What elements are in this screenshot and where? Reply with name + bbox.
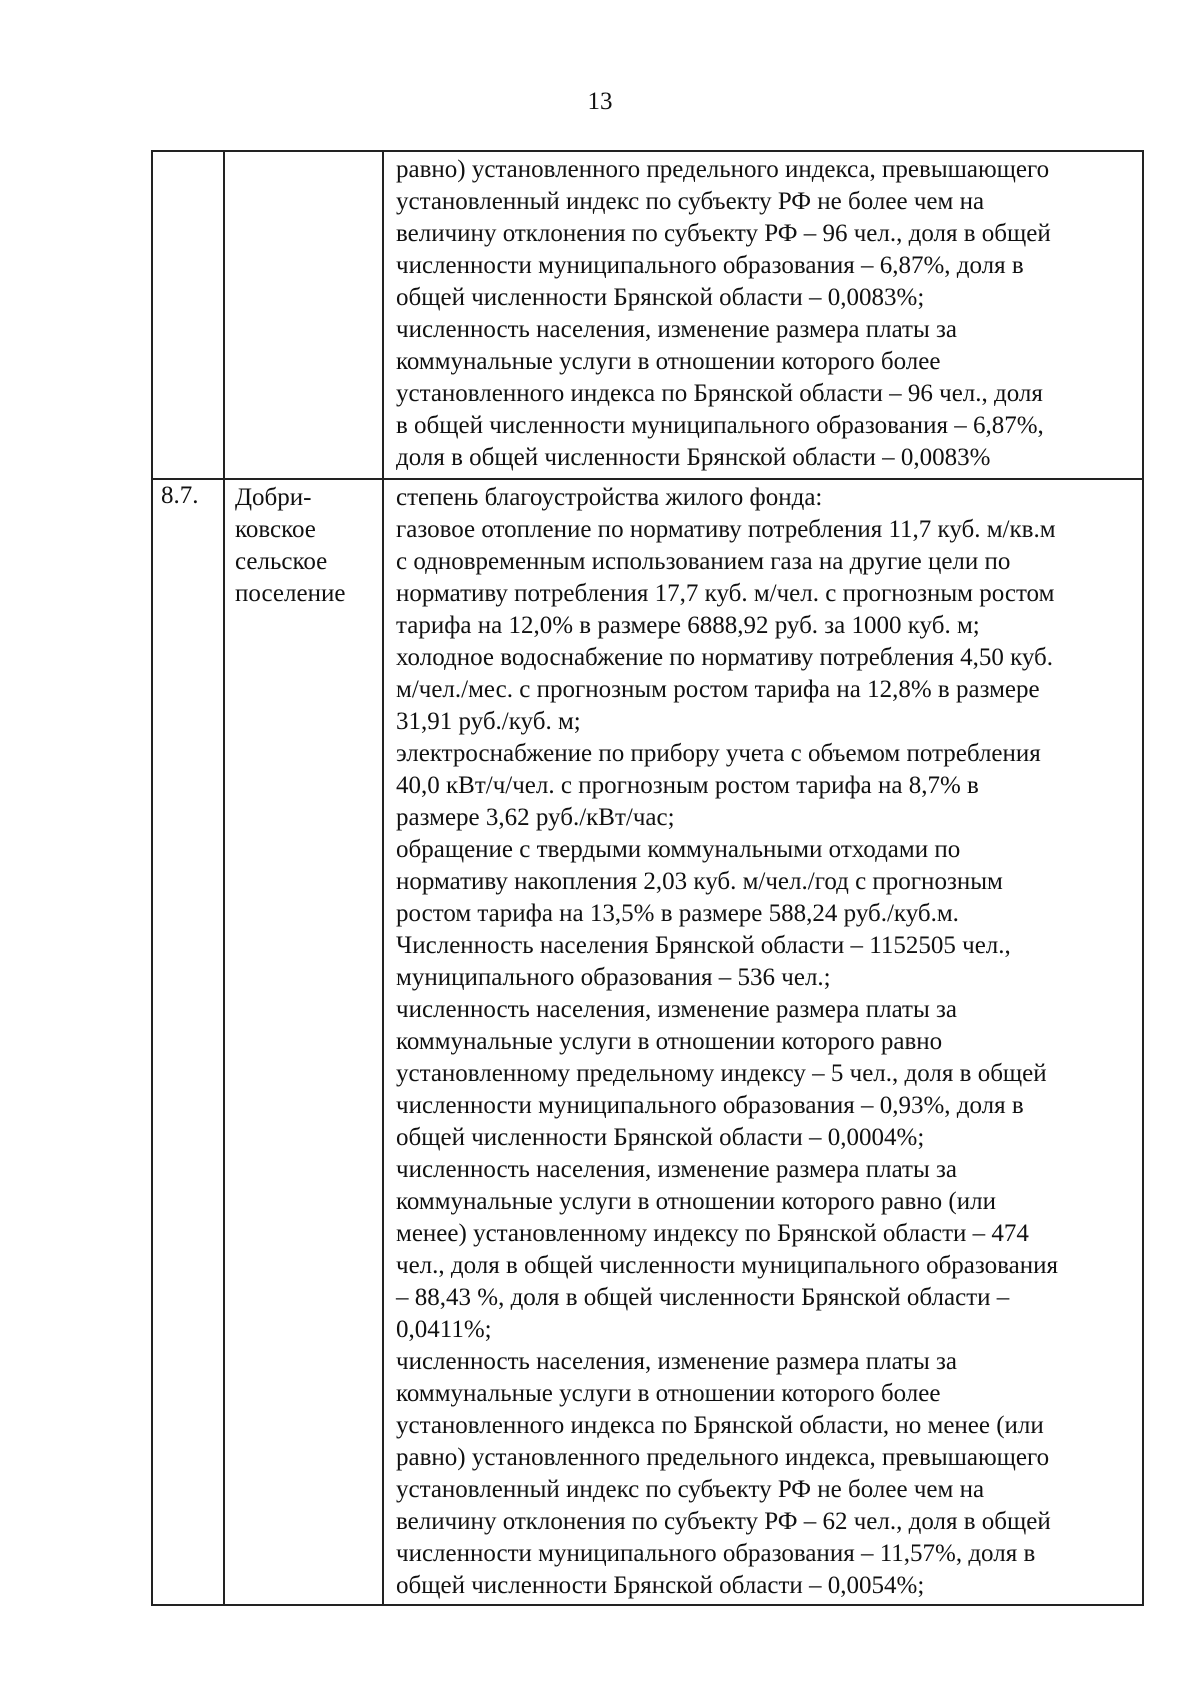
row-number-cell: 8.7. xyxy=(152,479,224,1605)
text-line: размере 3,62 руб./кВт/час; xyxy=(396,804,675,831)
municipality-name-cell xyxy=(224,479,383,1605)
text-line: коммунальные услуги в отношении которого равно xyxy=(396,1028,943,1055)
text-line: Численность населения Брянской области – 1152505 чел., xyxy=(396,932,1011,959)
text-line: с одновременным использованием газа на другие цели по xyxy=(396,548,1011,575)
name-line: Добри- xyxy=(235,484,312,511)
text-line: коммунальные услуги в отношении которого равно (или xyxy=(396,1188,996,1215)
text-line: величину отклонения по субъекту РФ – 96 чел., доля в общей xyxy=(396,220,1051,247)
text-line: общей численности Брянской области – 0,0054%; xyxy=(396,1572,925,1599)
text-line: общей численности Брянской области – 0,0083%; xyxy=(396,284,925,311)
text-line: численности муниципального образования – 0,93%, доля в xyxy=(396,1092,1024,1119)
text-line: 31,91 руб./куб. м; xyxy=(396,708,581,735)
description-cell xyxy=(383,479,1143,1605)
text-line: холодное водоснабжение по нормативу потребления 4,50 куб. xyxy=(396,644,1054,671)
text-line: установленному предельному индексу – 5 чел., доля в общей xyxy=(396,1060,1047,1087)
text-line: чел., доля в общей численности муниципального образования xyxy=(396,1252,1058,1279)
text-line: коммунальные услуги в отношении которого более xyxy=(396,1380,941,1407)
text-line: м/чел./мес. с прогнозным ростом тарифа на 12,8% в размере xyxy=(396,676,1040,703)
table-row xyxy=(152,479,1143,1605)
text-line: коммунальные услуги в отношении которого более xyxy=(396,348,941,375)
text-line: установленный индекс по субъекту РФ не более чем на xyxy=(396,188,985,215)
municipality-name-cell xyxy=(224,151,383,479)
name-line: ковское xyxy=(235,516,316,543)
text-line: общей численности Брянской области – 0,0004%; xyxy=(396,1124,925,1151)
text-line: 40,0 кВт/ч/чел. с прогнозным ростом тарифа на 8,7% в xyxy=(396,772,979,799)
name-line: поселение xyxy=(235,580,346,607)
text-line: нормативу накопления 2,03 куб. м/чел./год с прогнозным xyxy=(396,868,1003,895)
table-row xyxy=(152,151,1143,479)
text-line: установленный индекс по субъекту РФ не более чем на xyxy=(396,1476,985,1503)
name-line: сельское xyxy=(235,548,328,575)
text-line: газовое отопление по нормативу потребления 11,7 куб. м/кв.м xyxy=(396,516,1056,543)
text-line: численность населения, изменение размера платы за xyxy=(396,1348,957,1375)
text-line: обращение с твердыми коммунальными отходами по xyxy=(396,836,961,863)
text-line: величину отклонения по субъекту РФ – 62 чел., доля в общей xyxy=(396,1508,1051,1535)
page-number: 13 xyxy=(587,88,613,115)
text-line: тарифа на 12,0% в размере 6888,92 руб. за 1000 куб. м; xyxy=(396,612,980,639)
text-line: численности муниципального образования – 6,87%, доля в xyxy=(396,252,1024,279)
text-line: численность населения, изменение размера платы за xyxy=(396,996,957,1023)
text-line: нормативу потребления 17,7 куб. м/чел. с прогнозным ростом xyxy=(396,580,1055,607)
text-line: численности муниципального образования – 11,57%, доля в xyxy=(396,1540,1036,1567)
text-line: установленного индекса по Брянской области, но менее (или xyxy=(396,1412,1044,1439)
text-line: менее) установленному индексу по Брянской области – 474 xyxy=(396,1220,1029,1247)
text-line: численность населения, изменение размера платы за xyxy=(396,1156,957,1183)
text-line: в общей численности муниципального образования – 6,87%, xyxy=(396,412,1044,439)
text-line: степень благоустройства жилого фонда: xyxy=(396,484,823,511)
text-line: – 88,43 %, доля в общей численности Брянской области – xyxy=(396,1284,1010,1311)
text-line: доля в общей численности Брянской области – 0,0083% xyxy=(396,444,991,471)
document-table xyxy=(151,150,1144,1606)
text-line: ростом тарифа на 13,5% в размере 588,24 руб./куб.м. xyxy=(396,900,959,927)
text-line: равно) установленного предельного индекса, превышающего xyxy=(396,156,1050,183)
description-cell xyxy=(383,151,1143,479)
text-line: электроснабжение по прибору учета с объемом потребления xyxy=(396,740,1041,767)
text-line: муниципального образования – 536 чел.; xyxy=(396,964,831,991)
text-line: установленного индекса по Брянской области – 96 чел., доля xyxy=(396,380,1043,407)
row-number-cell xyxy=(152,151,224,479)
text-line: 0,0411%; xyxy=(396,1316,492,1343)
text-line: численность населения, изменение размера платы за xyxy=(396,316,957,343)
text-line: равно) установленного предельного индекса, превышающего xyxy=(396,1444,1050,1471)
